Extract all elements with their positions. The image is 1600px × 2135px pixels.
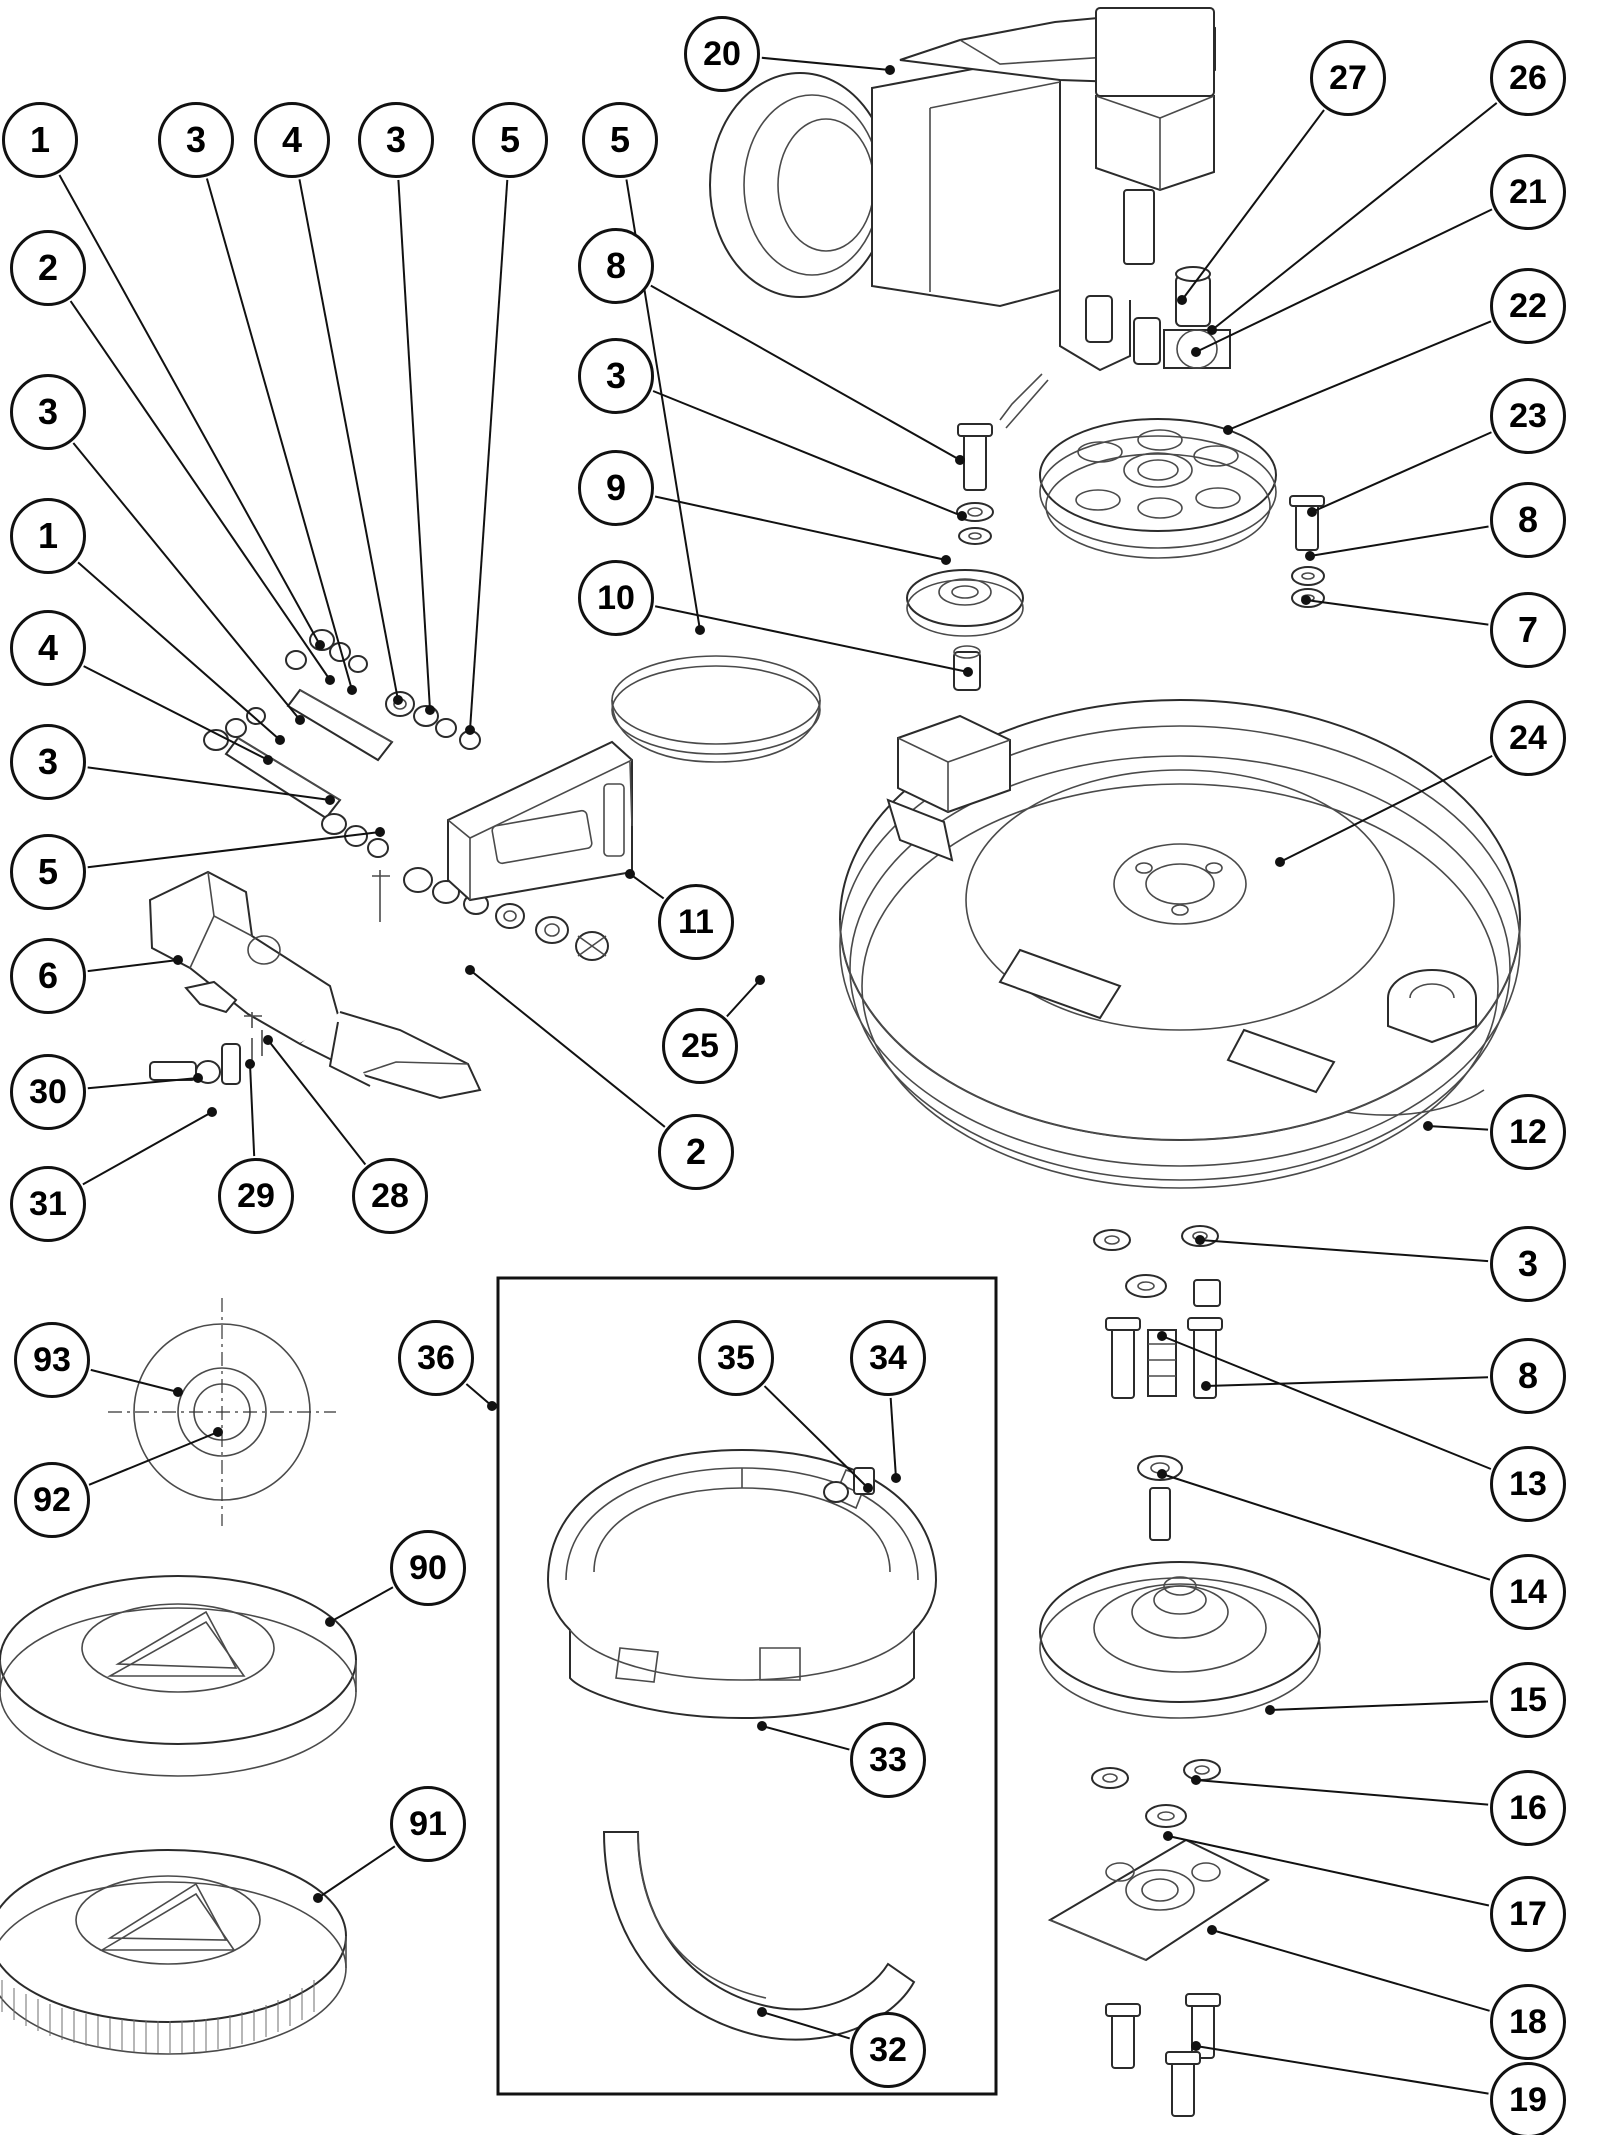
drive-sheave <box>1040 419 1276 558</box>
callout-balloon-label: 6 <box>37 955 59 996</box>
callout-balloon-5[interactable] <box>582 102 658 178</box>
callout-balloon-label: 9 <box>605 467 627 508</box>
callout-balloon-label: 4 <box>281 119 303 160</box>
callout-balloon-label: 5 <box>609 119 631 160</box>
callout-balloon-4[interactable] <box>10 610 86 686</box>
callout-balloon-4[interactable] <box>254 102 330 178</box>
callout-balloon-11[interactable] <box>658 884 734 960</box>
callout-balloon-9[interactable] <box>578 450 654 526</box>
callout-balloon-7[interactable] <box>1490 592 1566 668</box>
callout-balloon-2[interactable] <box>658 1114 734 1190</box>
callout-balloon-2[interactable] <box>10 230 86 306</box>
callout-balloon-3[interactable] <box>358 102 434 178</box>
callout-balloon-19[interactable] <box>1490 2062 1566 2135</box>
callout-balloon-5[interactable] <box>472 102 548 178</box>
callout-balloon-label: 23 <box>1509 397 1547 435</box>
callout-balloon-label: 3 <box>605 355 627 396</box>
callout-balloon-label: 93 <box>33 1341 71 1379</box>
callout-balloon-3[interactable] <box>10 374 86 450</box>
fastener-stack-center <box>907 424 1023 690</box>
callout-balloon-25[interactable] <box>662 1008 738 1084</box>
callout-balloon-label: 36 <box>417 1339 455 1377</box>
callout-balloon-label: 8 <box>1517 499 1539 540</box>
mower-deck-shell <box>840 700 1520 1188</box>
callout-balloon-label: 19 <box>1509 2081 1547 2119</box>
callout-balloon-label: 8 <box>1517 1355 1539 1396</box>
callout-balloon-14[interactable] <box>1490 1554 1566 1630</box>
fastener-group-right <box>1290 496 1324 607</box>
callout-balloon-label: 17 <box>1509 1895 1547 1933</box>
callout-balloon-label: 26 <box>1509 59 1547 97</box>
callout-balloon-13[interactable] <box>1490 1446 1566 1522</box>
lower-left-discs <box>0 1298 356 2054</box>
callout-balloon-label: 3 <box>37 741 59 782</box>
callout-balloon-3[interactable] <box>1490 1226 1566 1302</box>
callout-balloon-1[interactable] <box>2 102 78 178</box>
callout-balloon-22[interactable] <box>1490 268 1566 344</box>
callout-balloon-27[interactable] <box>1310 40 1386 116</box>
callout-balloon-label: 2 <box>37 247 59 288</box>
callout-balloon-label: 3 <box>1517 1243 1539 1284</box>
callout-balloon-93[interactable] <box>14 1322 90 1398</box>
callout-balloon-label: 91 <box>409 1805 447 1843</box>
callout-balloon-8[interactable] <box>1490 1338 1566 1414</box>
callout-balloon-24[interactable] <box>1490 700 1566 776</box>
callout-balloon-label: 20 <box>703 35 741 73</box>
callout-balloon-label: 22 <box>1509 287 1547 325</box>
callout-balloon-label: 18 <box>1509 2003 1547 2041</box>
callout-balloon-label: 13 <box>1509 1465 1547 1503</box>
callout-balloon-label: 16 <box>1509 1789 1547 1827</box>
callout-balloon-17[interactable] <box>1490 1876 1566 1952</box>
callout-balloon-label: 35 <box>717 1339 755 1377</box>
callout-balloon-15[interactable] <box>1490 1662 1566 1738</box>
callout-balloon-29[interactable] <box>218 1158 294 1234</box>
callout-balloon-label: 3 <box>37 391 59 432</box>
callout-balloon-20[interactable] <box>684 16 760 92</box>
callout-balloon-1[interactable] <box>10 498 86 574</box>
callout-balloon-label: 28 <box>371 1177 409 1215</box>
callout-balloon-label: 90 <box>409 1549 447 1587</box>
callout-balloon-label: 5 <box>499 119 521 160</box>
callout-balloon-label: 33 <box>869 1741 907 1779</box>
callout-balloon-label: 12 <box>1509 1113 1547 1151</box>
callout-balloon-label: 21 <box>1509 173 1547 211</box>
callout-balloon-label: 31 <box>29 1185 67 1223</box>
callout-balloon-92[interactable] <box>14 1462 90 1538</box>
callout-balloon-28[interactable] <box>352 1158 428 1234</box>
callout-balloon-label: 1 <box>29 119 51 160</box>
callout-balloon-label: 14 <box>1509 1573 1547 1611</box>
callout-balloon-10[interactable] <box>578 560 654 636</box>
callout-balloon-label: 15 <box>1509 1681 1547 1719</box>
callout-balloon-label: 3 <box>185 119 207 160</box>
callout-balloon-3[interactable] <box>158 102 234 178</box>
callout-balloon-31[interactable] <box>10 1166 86 1242</box>
callout-balloon-8[interactable] <box>578 228 654 304</box>
callout-balloon-5[interactable] <box>10 834 86 910</box>
callout-balloon-8[interactable] <box>1490 482 1566 558</box>
callout-balloon-12[interactable] <box>1490 1094 1566 1170</box>
spindle-assembly <box>1040 1226 1320 2116</box>
callout-balloon-label: 7 <box>1517 609 1539 650</box>
callout-balloon-36[interactable] <box>398 1320 474 1396</box>
callout-balloon-6[interactable] <box>10 938 86 1014</box>
deck-bar-assembly <box>448 656 820 900</box>
callout-balloon-26[interactable] <box>1490 40 1566 116</box>
callout-balloon-32[interactable] <box>850 2012 926 2088</box>
callout-balloon-33[interactable] <box>850 1722 926 1798</box>
callout-balloon-23[interactable] <box>1490 378 1566 454</box>
callout-balloon-35[interactable] <box>698 1320 774 1396</box>
callout-balloon-90[interactable] <box>390 1530 466 1606</box>
callout-balloon-label: 4 <box>37 627 59 668</box>
callout-balloon-34[interactable] <box>850 1320 926 1396</box>
callout-balloon-18[interactable] <box>1490 1984 1566 2060</box>
callout-balloon-label: 25 <box>681 1027 719 1065</box>
callout-balloon-label: 27 <box>1329 59 1367 97</box>
callout-balloon-label: 11 <box>678 903 714 941</box>
callout-balloon-label: 5 <box>37 851 59 892</box>
callout-balloon-21[interactable] <box>1490 154 1566 230</box>
callout-balloon-label: 2 <box>685 1131 707 1172</box>
callout-balloon-30[interactable] <box>10 1054 86 1130</box>
callout-balloon-label: 3 <box>385 119 407 160</box>
callout-balloon-label: 92 <box>33 1481 71 1519</box>
callout-balloon-label: 8 <box>605 245 627 286</box>
callout-balloon-label: 1 <box>37 515 59 556</box>
callout-balloon-label: 24 <box>1509 719 1547 757</box>
callout-balloon-label: 29 <box>237 1177 275 1215</box>
callout-balloon-3[interactable] <box>10 724 86 800</box>
pedal-bracket <box>150 870 480 1098</box>
callout-balloon-label: 10 <box>597 579 635 617</box>
callout-balloon-label: 32 <box>869 2031 907 2069</box>
callout-balloon-label: 34 <box>869 1339 907 1377</box>
callout-balloon-16[interactable] <box>1490 1770 1566 1846</box>
blower-motor-assembly <box>710 8 1230 428</box>
callout-balloon-91[interactable] <box>390 1786 466 1862</box>
callout-balloon-3[interactable] <box>578 338 654 414</box>
callout-balloon-label: 30 <box>29 1073 67 1111</box>
